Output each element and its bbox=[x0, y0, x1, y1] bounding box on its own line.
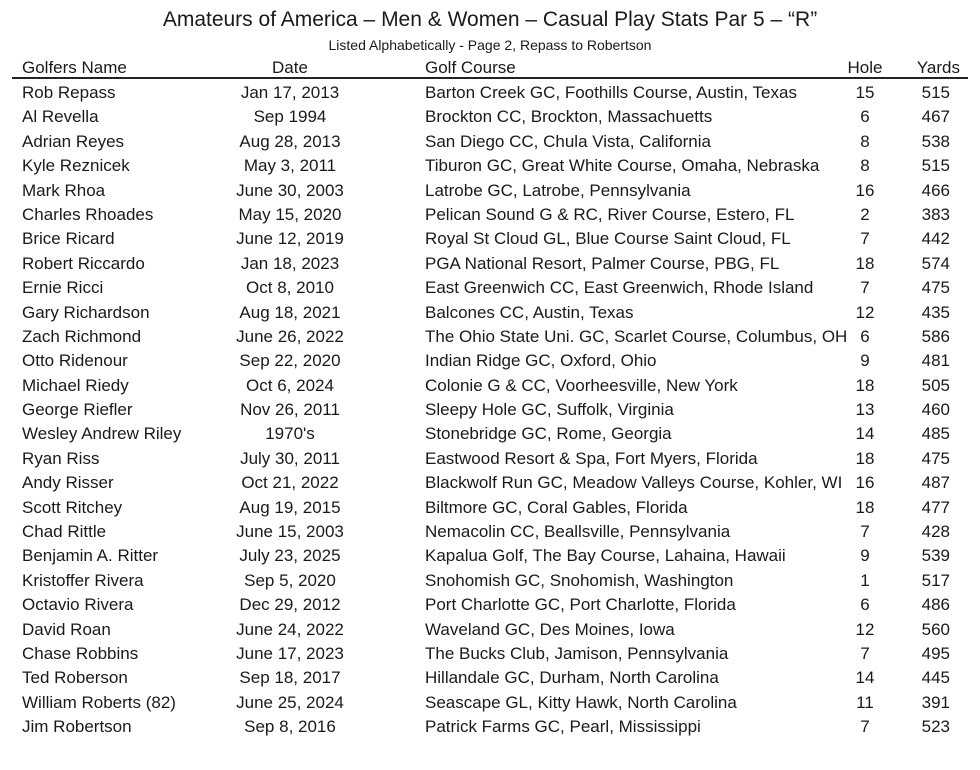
cell-date: June 25, 2024 bbox=[236, 692, 344, 712]
table-row bbox=[0, 154, 980, 178]
cell-hole: 7 bbox=[860, 643, 870, 663]
cell-name: Robert Riccardo bbox=[22, 253, 145, 273]
cell-yards: 481 bbox=[921, 351, 950, 371]
table-row bbox=[0, 642, 980, 666]
cell-course: Brockton CC, Brockton, Massachuetts bbox=[425, 107, 713, 127]
table-row bbox=[0, 301, 980, 325]
cell-course: Tiburon GC, Great White Course, Omaha, Nebraska bbox=[425, 156, 820, 176]
cell-name: Wesley Andrew Riley bbox=[22, 424, 182, 444]
cell-yards: 485 bbox=[921, 424, 950, 444]
cell-name: William Roberts (82) bbox=[22, 692, 176, 712]
cell-hole: 12 bbox=[855, 302, 875, 322]
cell-date: July 30, 2011 bbox=[240, 448, 340, 468]
cell-name: Rob Repass bbox=[22, 83, 116, 102]
table-row bbox=[0, 520, 980, 544]
cell-hole: 18 bbox=[855, 375, 875, 395]
cell-hole: 18 bbox=[855, 253, 875, 273]
cell-hole: 9 bbox=[860, 546, 870, 566]
cell-date: Dec 29, 2012 bbox=[239, 595, 341, 615]
cell-course: Sleepy Hole GC, Suffolk, Virginia bbox=[425, 400, 674, 420]
cell-hole: 6 bbox=[860, 326, 870, 346]
cell-hole: 13 bbox=[855, 400, 875, 420]
cell-name: Gary Richardson bbox=[22, 302, 150, 322]
cell-name: Ted Roberson bbox=[22, 668, 128, 688]
cell-yards: 517 bbox=[921, 570, 950, 590]
cell-date: Jan 17, 2013 bbox=[240, 83, 340, 102]
cell-date: May 15, 2020 bbox=[238, 204, 342, 224]
table-row bbox=[0, 618, 980, 642]
cell-hole: 6 bbox=[860, 595, 870, 615]
table-row bbox=[0, 666, 980, 690]
cell-date: Sep 18, 2017 bbox=[239, 668, 341, 688]
cell-date: Aug 18, 2021 bbox=[239, 302, 341, 322]
cell-date: Aug 28, 2013 bbox=[239, 131, 341, 151]
cell-yards: 523 bbox=[921, 717, 950, 737]
cell-hole: 14 bbox=[855, 424, 875, 444]
cell-yards: 391 bbox=[921, 692, 950, 712]
column-header-name: Golfers Name bbox=[22, 58, 127, 77]
table-row bbox=[0, 471, 980, 495]
cell-course: Indian Ridge GC, Oxford, Ohio bbox=[425, 351, 657, 371]
cell-course: Hillandale GC, Durham, North Carolina bbox=[425, 668, 719, 688]
cell-date: Sep 5, 2020 bbox=[244, 570, 336, 590]
page-title: Amateurs of America – Men & Women – Casual Play Stats Par 5 – “R” bbox=[162, 8, 818, 31]
cell-name: Scott Ritchey bbox=[22, 497, 123, 517]
cell-yards: 435 bbox=[921, 302, 950, 322]
cell-course: Latrobe GC, Latrobe, Pennsylvania bbox=[425, 180, 691, 200]
cell-date: Sep 8, 2016 bbox=[244, 717, 336, 737]
column-header-course: Golf Course bbox=[425, 58, 516, 77]
cell-yards: 442 bbox=[921, 229, 950, 249]
table-row bbox=[0, 715, 980, 739]
table-body bbox=[0, 81, 980, 740]
cell-name: Brice Ricard bbox=[22, 229, 115, 249]
cell-hole: 7 bbox=[860, 717, 870, 737]
cell-date: Sep 1994 bbox=[253, 107, 327, 127]
cell-hole: 7 bbox=[860, 522, 870, 542]
table-row bbox=[0, 496, 980, 520]
cell-yards: 466 bbox=[921, 180, 950, 200]
cell-course: Eastwood Resort & Spa, Fort Myers, Florida bbox=[425, 448, 758, 468]
cell-yards: 475 bbox=[921, 278, 950, 298]
cell-name: Chase Robbins bbox=[22, 643, 139, 663]
cell-course: Kapalua Golf, The Bay Course, Lahaina, Hawaii bbox=[425, 546, 786, 566]
table-header bbox=[0, 58, 980, 78]
header-divider bbox=[12, 77, 968, 79]
cell-course: Stonebridge GC, Rome, Georgia bbox=[425, 424, 672, 444]
column-header-date: Date bbox=[272, 58, 308, 77]
cell-name: Otto Ridenour bbox=[22, 351, 128, 371]
cell-course: PGA National Resort, Palmer Course, PBG, FL bbox=[425, 253, 780, 273]
table-row bbox=[0, 422, 980, 446]
cell-hole: 9 bbox=[860, 351, 870, 371]
table-row bbox=[0, 447, 980, 471]
cell-course: The Bucks Club, Jamison, Pennsylvania bbox=[425, 643, 729, 663]
cell-hole: 18 bbox=[855, 448, 875, 468]
cell-date: Oct 8, 2010 bbox=[246, 278, 334, 298]
table-row bbox=[0, 325, 980, 349]
cell-name: Mark Rhoa bbox=[22, 180, 106, 200]
cell-name: Octavio Rivera bbox=[22, 595, 134, 615]
table-row bbox=[0, 227, 980, 251]
cell-course: Pelican Sound G & RC, River Course, Estero, FL bbox=[425, 204, 795, 224]
table-row bbox=[0, 81, 980, 105]
cell-name: George Riefler bbox=[22, 400, 133, 420]
cell-course: Snohomish GC, Snohomish, Washington bbox=[425, 570, 734, 590]
cell-yards: 538 bbox=[921, 131, 950, 151]
cell-course: Royal St Cloud GL, Blue Course Saint Cloud, FL bbox=[425, 229, 791, 249]
cell-yards: 460 bbox=[921, 400, 950, 420]
cell-hole: 8 bbox=[860, 156, 870, 176]
cell-yards: 515 bbox=[921, 83, 950, 102]
cell-date: June 17, 2023 bbox=[236, 643, 344, 663]
cell-hole: 15 bbox=[855, 83, 875, 102]
table-row bbox=[0, 276, 980, 300]
cell-yards: 467 bbox=[921, 107, 950, 127]
cell-hole: 11 bbox=[856, 692, 874, 712]
cell-yards: 475 bbox=[921, 448, 950, 468]
cell-date: 1970's bbox=[265, 424, 315, 444]
cell-name: Kyle Reznicek bbox=[22, 156, 130, 176]
cell-name: Adrian Reyes bbox=[22, 131, 125, 151]
cell-course: Nemacolin CC, Beallsville, Pennsylvania bbox=[425, 522, 731, 542]
table-row bbox=[0, 105, 980, 129]
cell-date: June 15, 2003 bbox=[236, 522, 344, 542]
cell-name: Andy Risser bbox=[22, 473, 114, 493]
table-row bbox=[0, 349, 980, 373]
column-header-yards: Yards bbox=[916, 58, 960, 77]
table-row bbox=[0, 544, 980, 568]
cell-date: June 24, 2022 bbox=[236, 619, 344, 639]
cell-yards: 487 bbox=[921, 473, 950, 493]
cell-hole: 12 bbox=[855, 619, 875, 639]
cell-name: Zach Richmond bbox=[22, 326, 142, 346]
table-row bbox=[0, 691, 980, 715]
cell-yards: 477 bbox=[921, 497, 950, 517]
cell-name: Ernie Ricci bbox=[22, 278, 104, 298]
cell-hole: 7 bbox=[860, 229, 870, 249]
cell-name: Al Revella bbox=[22, 107, 99, 127]
cell-date: Aug 19, 2015 bbox=[239, 497, 341, 517]
cell-name: Michael Riedy bbox=[22, 375, 129, 395]
column-header-hole: Hole bbox=[847, 58, 883, 77]
cell-yards: 560 bbox=[921, 619, 950, 639]
cell-yards: 445 bbox=[921, 668, 950, 688]
cell-name: Chad Rittle bbox=[22, 522, 107, 542]
cell-date: June 12, 2019 bbox=[236, 229, 344, 249]
cell-name: Charles Rhoades bbox=[22, 204, 154, 224]
cell-hole: 14 bbox=[855, 668, 875, 688]
cell-hole: 1 bbox=[860, 570, 870, 590]
cell-yards: 428 bbox=[921, 522, 950, 542]
cell-name: Ryan Riss bbox=[22, 448, 100, 468]
cell-yards: 495 bbox=[921, 643, 950, 663]
cell-date: Jan 18, 2023 bbox=[240, 253, 340, 273]
cell-yards: 486 bbox=[921, 595, 950, 615]
cell-date: Sep 22, 2020 bbox=[239, 351, 341, 371]
cell-name: Kristoffer Rivera bbox=[22, 570, 144, 590]
cell-date: July 23, 2025 bbox=[239, 546, 341, 566]
cell-course: Seascape GL, Kitty Hawk, North Carolina bbox=[425, 692, 737, 712]
cell-date: June 30, 2003 bbox=[236, 180, 344, 200]
cell-yards: 586 bbox=[921, 326, 950, 346]
table-row bbox=[0, 593, 980, 617]
cell-date: Nov 26, 2011 bbox=[240, 400, 340, 420]
cell-date: May 3, 2011 bbox=[243, 156, 337, 176]
cell-hole: 2 bbox=[860, 204, 870, 224]
table-row bbox=[0, 203, 980, 227]
page-subtitle: Listed Alphabetically - Page 2, Repass to Robertson bbox=[328, 37, 652, 53]
cell-course: Balcones CC, Austin, Texas bbox=[425, 302, 634, 322]
cell-yards: 515 bbox=[921, 156, 950, 176]
cell-course: Waveland GC, Des Moines, Iowa bbox=[425, 619, 675, 639]
table-row bbox=[0, 569, 980, 593]
cell-hole: 16 bbox=[855, 180, 875, 200]
cell-course: East Greenwich CC, East Greenwich, Rhode Island bbox=[425, 278, 814, 298]
cell-date: June 26, 2022 bbox=[236, 326, 344, 346]
cell-yards: 574 bbox=[921, 253, 950, 273]
table-row bbox=[0, 130, 980, 154]
cell-course: Barton Creek GC, Foothills Course, Austin, Texas bbox=[425, 83, 797, 102]
cell-course: Blackwolf Run GC, Meadow Valleys Course, Kohler, WI bbox=[425, 473, 843, 493]
cell-hole: 8 bbox=[860, 131, 870, 151]
cell-date: Oct 21, 2022 bbox=[241, 473, 339, 493]
cell-course: Biltmore GC, Coral Gables, Florida bbox=[425, 497, 688, 517]
cell-name: David Roan bbox=[22, 619, 111, 639]
table-row bbox=[0, 374, 980, 398]
cell-hole: 18 bbox=[855, 497, 875, 517]
cell-name: Benjamin A. Ritter bbox=[22, 546, 159, 566]
cell-name: Jim Robertson bbox=[22, 717, 132, 737]
cell-hole: 7 bbox=[860, 278, 870, 298]
cell-hole: 16 bbox=[855, 473, 875, 493]
cell-yards: 539 bbox=[921, 546, 950, 566]
cell-yards: 505 bbox=[921, 375, 950, 395]
cell-course: Colonie G & CC, Voorheesville, New York bbox=[425, 375, 738, 395]
cell-course: The Ohio State Uni. GC, Scarlet Course, Columbus, OH bbox=[425, 326, 848, 346]
cell-date: Oct 6, 2024 bbox=[246, 375, 334, 395]
table-row bbox=[0, 179, 980, 203]
cell-yards: 383 bbox=[921, 204, 950, 224]
table-row bbox=[0, 398, 980, 422]
cell-course: Patrick Farms GC, Pearl, Mississippi bbox=[425, 717, 701, 737]
cell-hole: 6 bbox=[860, 107, 870, 127]
cell-course: Port Charlotte GC, Port Charlotte, Florida bbox=[425, 595, 736, 615]
cell-course: San Diego CC, Chula Vista, California bbox=[425, 131, 711, 151]
table-row bbox=[0, 252, 980, 276]
